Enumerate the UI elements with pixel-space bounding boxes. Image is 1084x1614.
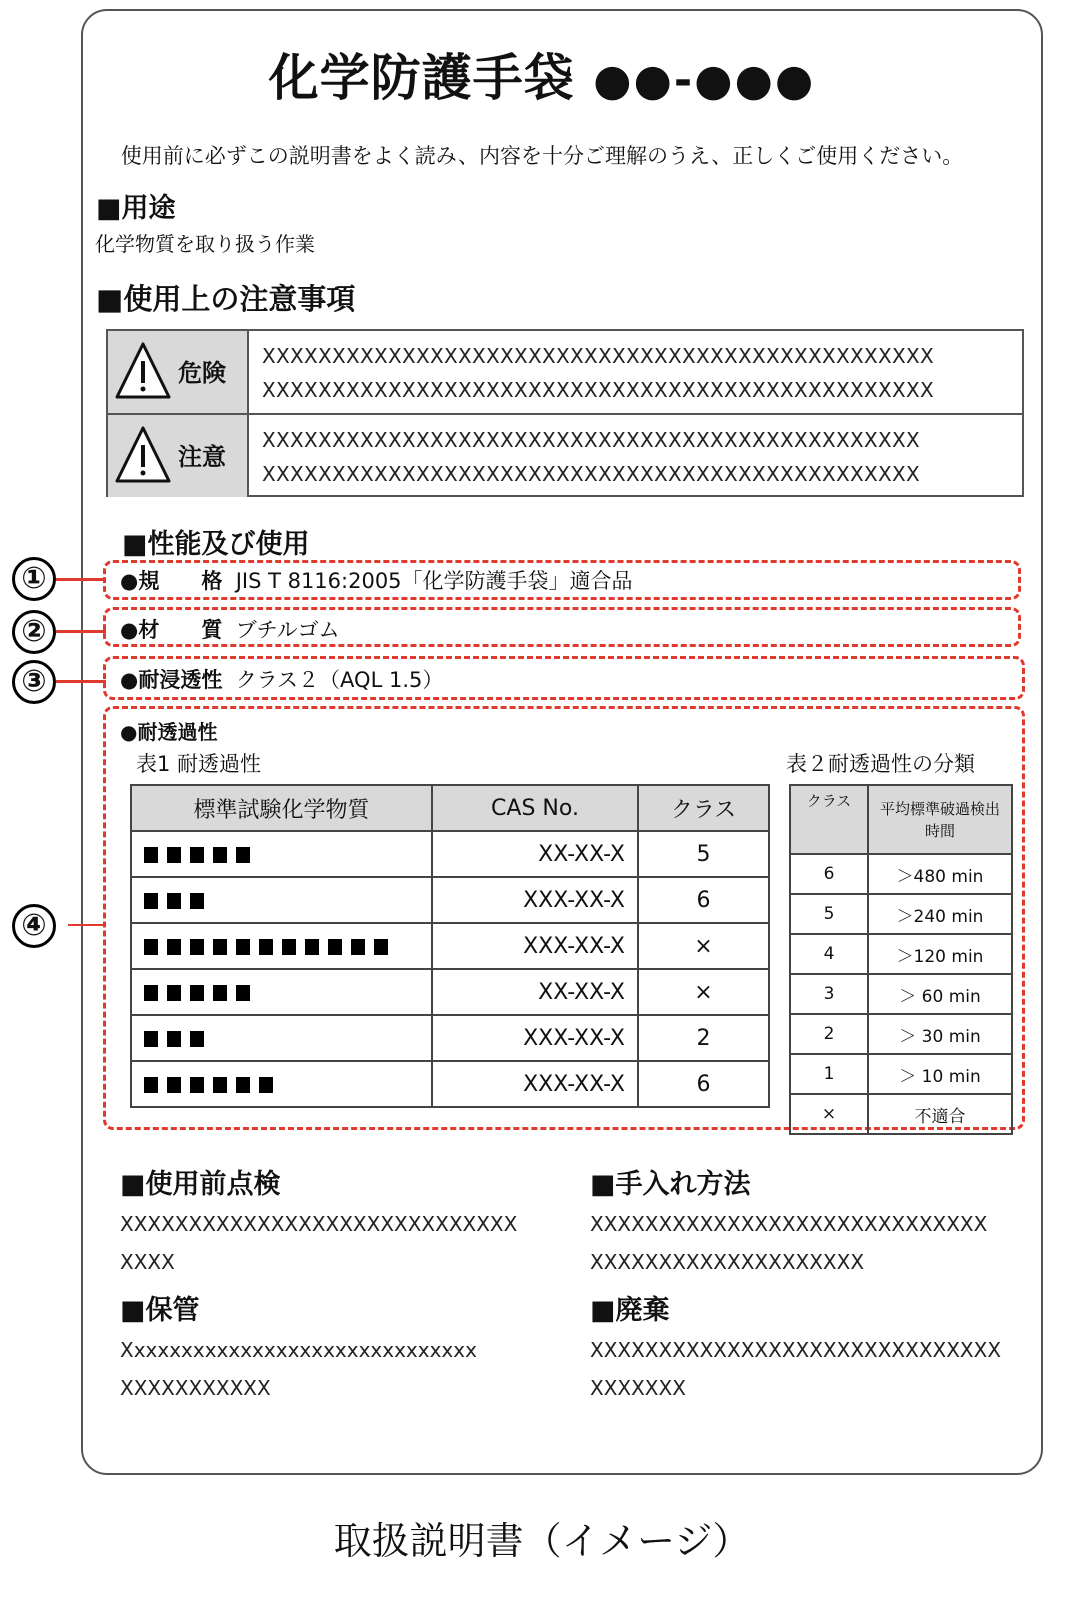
class-value: 6 (790, 854, 868, 894)
col-breakthrough-time: 平均標準破過検出時間 (868, 785, 1012, 854)
warning-triangle-icon (114, 425, 172, 485)
table-header-row (790, 785, 1012, 854)
table-row (790, 1094, 1012, 1134)
cas-number: XXX-XX-X (432, 923, 638, 969)
table-row (131, 969, 769, 1015)
redaction-square (190, 893, 204, 909)
class-value: 5 (790, 894, 868, 934)
usage-heading: ■用途 (96, 193, 176, 224)
breakthrough-time: ＞120 min (868, 934, 1012, 974)
leader-line-3 (56, 680, 106, 683)
section-line: XXXXXXXXXXXXXXXXXXXXXXXXXXXXXX (590, 1338, 1002, 1362)
performance-heading: ■性能及び使用 (122, 529, 310, 560)
precautions-table (106, 329, 1024, 497)
cas-number: XX-XX-X (432, 831, 638, 877)
section-heading: ■保管 (120, 1295, 200, 1326)
section-body (120, 1331, 560, 1407)
leader-line-2 (56, 630, 106, 633)
danger-line: XXXXXXXXXXXXXXXXXXXXXXXXXXXXXXXXXXXXXXXXXXXXXXXX (262, 344, 935, 368)
breakthrough-time: ＞ 30 min (868, 1014, 1012, 1054)
redaction-square (213, 1077, 227, 1093)
redaction-square (190, 1031, 204, 1047)
section-heading: ■手入れ方法 (590, 1169, 751, 1200)
caution-row (108, 413, 1022, 497)
spec-label: ●材 質 (120, 618, 223, 642)
table-row (790, 1054, 1012, 1094)
caution-text (262, 423, 920, 491)
caution-line: XXXXXXXXXXXXXXXXXXXXXXXXXXXXXXXXXXXXXXXXXXXXXXX (262, 428, 921, 452)
section-line: Xxxxxxxxxxxxxxxxxxxxxxxxxxxxxx (120, 1338, 477, 1362)
col-chemical: 標準試験化学物質 (131, 785, 432, 831)
chemical-name-redacted (131, 831, 432, 877)
redaction-square (213, 939, 227, 955)
chemical-name-redacted (131, 877, 432, 923)
danger-line: XXXXXXXXXXXXXXXXXXXXXXXXXXXXXXXXXXXXXXXXXXXXXXXX (262, 378, 935, 402)
redaction-square (167, 939, 181, 955)
class-value: 3 (790, 974, 868, 1014)
section-line: XXXX (120, 1250, 175, 1274)
redaction-square (144, 847, 158, 863)
caution-line: XXXXXXXXXXXXXXXXXXXXXXXXXXXXXXXXXXXXXXXXXXXXXXX (262, 462, 921, 486)
section-care (590, 1162, 1030, 1281)
redaction-square (167, 847, 181, 863)
redaction-square (144, 985, 158, 1001)
chemical-name-redacted (131, 969, 432, 1015)
table-row (131, 831, 769, 877)
redaction-square (144, 1077, 158, 1093)
permeation-class-table (789, 784, 1013, 1135)
class-value: 4 (790, 934, 868, 974)
redaction-square (259, 1077, 273, 1093)
section-line: XXXXXXXXXXXXXXXXXXXXXXXXXXXXX (590, 1212, 988, 1236)
redaction-square (351, 939, 365, 955)
table1-caption: 表1 耐透過性 (136, 752, 262, 776)
leader-line-4 (68, 924, 106, 926)
redaction-square (328, 939, 342, 955)
section-line: XXXXXXXXXXXXXXXXXXXX (590, 1250, 865, 1274)
redaction-square (167, 1077, 181, 1093)
permeation-table (130, 784, 770, 1108)
breakthrough-time: 不適合 (868, 1094, 1012, 1134)
redaction-square (144, 1031, 158, 1047)
spec-value: クラス２（AQL 1.5） (235, 668, 444, 692)
table-row (131, 877, 769, 923)
chemical-name-redacted (131, 1015, 432, 1061)
redaction-square (259, 939, 273, 955)
table2-caption: 表２耐透過性の分類 (786, 752, 975, 776)
section-disposal (590, 1288, 1030, 1407)
section-heading: ■使用前点検 (120, 1169, 281, 1200)
cas-number: XX-XX-X (432, 969, 638, 1015)
danger-row (108, 331, 1022, 413)
class-value: 2 (790, 1014, 868, 1054)
table-row (790, 974, 1012, 1014)
chemical-name-redacted (131, 1061, 432, 1107)
col-class: クラス (790, 785, 868, 854)
warning-triangle-icon (114, 341, 172, 401)
class-value: 6 (638, 877, 769, 923)
class-value: 6 (638, 1061, 769, 1107)
redaction-square (236, 847, 250, 863)
spec-material (120, 614, 340, 644)
section-body (590, 1331, 1030, 1407)
redaction-square (236, 985, 250, 1001)
redaction-square (190, 847, 204, 863)
redaction-square (190, 939, 204, 955)
redaction-square (190, 1077, 204, 1093)
redaction-square (144, 939, 158, 955)
table-row (790, 854, 1012, 894)
cas-number: XXX-XX-X (432, 1015, 638, 1061)
spec-value: ブチルゴム (235, 618, 340, 642)
col-class: クラス (638, 785, 769, 831)
permeation-label: ●耐透過性 (120, 720, 218, 744)
breakthrough-time: ＞ 10 min (868, 1054, 1012, 1094)
class-value: × (790, 1094, 868, 1134)
marker-2: ② (12, 610, 56, 654)
table-row (131, 1061, 769, 1107)
spec-label: ●規 格 (120, 569, 223, 593)
caution-label: 注意 (178, 443, 226, 471)
spec-label: ●耐浸透性 (120, 668, 223, 692)
section-heading: ■廃棄 (590, 1295, 670, 1326)
caution-label-cell (108, 415, 249, 497)
breakthrough-time: ＞240 min (868, 894, 1012, 934)
redaction-square (305, 939, 319, 955)
leader-line-1 (56, 578, 106, 581)
table-header-row (131, 785, 769, 831)
redaction-square (236, 1077, 250, 1093)
redaction-square (236, 939, 250, 955)
class-value: × (638, 923, 769, 969)
cas-number: XXX-XX-X (432, 877, 638, 923)
marker-3: ③ (12, 660, 56, 704)
col-cas: CAS No. (432, 785, 638, 831)
redaction-square (190, 985, 204, 1001)
danger-text (262, 339, 934, 407)
section-line: XXXXXXX (590, 1376, 686, 1400)
table-row (131, 923, 769, 969)
redaction-square (213, 847, 227, 863)
redaction-square (144, 893, 158, 909)
chemical-name-redacted (131, 923, 432, 969)
table-row (790, 1014, 1012, 1054)
redaction-square (374, 939, 388, 955)
spec-penetration (120, 664, 443, 694)
section-body (120, 1205, 560, 1281)
intro-text: 使用前に必ずこの説明書をよく読み、内容を十分ご理解のうえ、正しくご使用ください。 (120, 144, 964, 168)
spec-value: JIS T 8116:2005「化学防護手袋」適合品 (235, 569, 633, 593)
section-storage (120, 1288, 560, 1407)
precautions-heading: ■使用上の注意事項 (96, 282, 356, 316)
table-row (790, 894, 1012, 934)
danger-label-cell (108, 331, 249, 413)
marker-4: ④ (12, 904, 56, 948)
class-value: 2 (638, 1015, 769, 1061)
section-line: XXXXXXXXXXXXXXXXXXXXXXXXXXXXX (120, 1212, 518, 1236)
breakthrough-time: ＞480 min (868, 854, 1012, 894)
section-line: XXXXXXXXXXX (120, 1376, 271, 1400)
class-value: 5 (638, 831, 769, 877)
class-value: × (638, 969, 769, 1015)
spec-standard (120, 565, 633, 595)
redaction-square (167, 893, 181, 909)
table-row (131, 1015, 769, 1061)
product-name: 化学防護手袋 (268, 49, 575, 107)
class-value: 1 (790, 1054, 868, 1094)
redaction-square (213, 985, 227, 1001)
image-caption: 取扱説明書（イメージ） (333, 1519, 751, 1563)
page-title (0, 38, 1084, 110)
table-row (790, 934, 1012, 974)
redaction-square (282, 939, 296, 955)
section-inspection (120, 1162, 560, 1281)
model-number: ●●-●●● (593, 55, 816, 106)
usage-text: 化学物質を取り扱う作業 (95, 232, 315, 256)
marker-1: ① (12, 557, 56, 601)
section-body (590, 1205, 1030, 1281)
cas-number: XXX-XX-X (432, 1061, 638, 1107)
redaction-square (167, 1031, 181, 1047)
breakthrough-time: ＞ 60 min (868, 974, 1012, 1014)
danger-label: 危険 (178, 359, 226, 387)
redaction-square (167, 985, 181, 1001)
